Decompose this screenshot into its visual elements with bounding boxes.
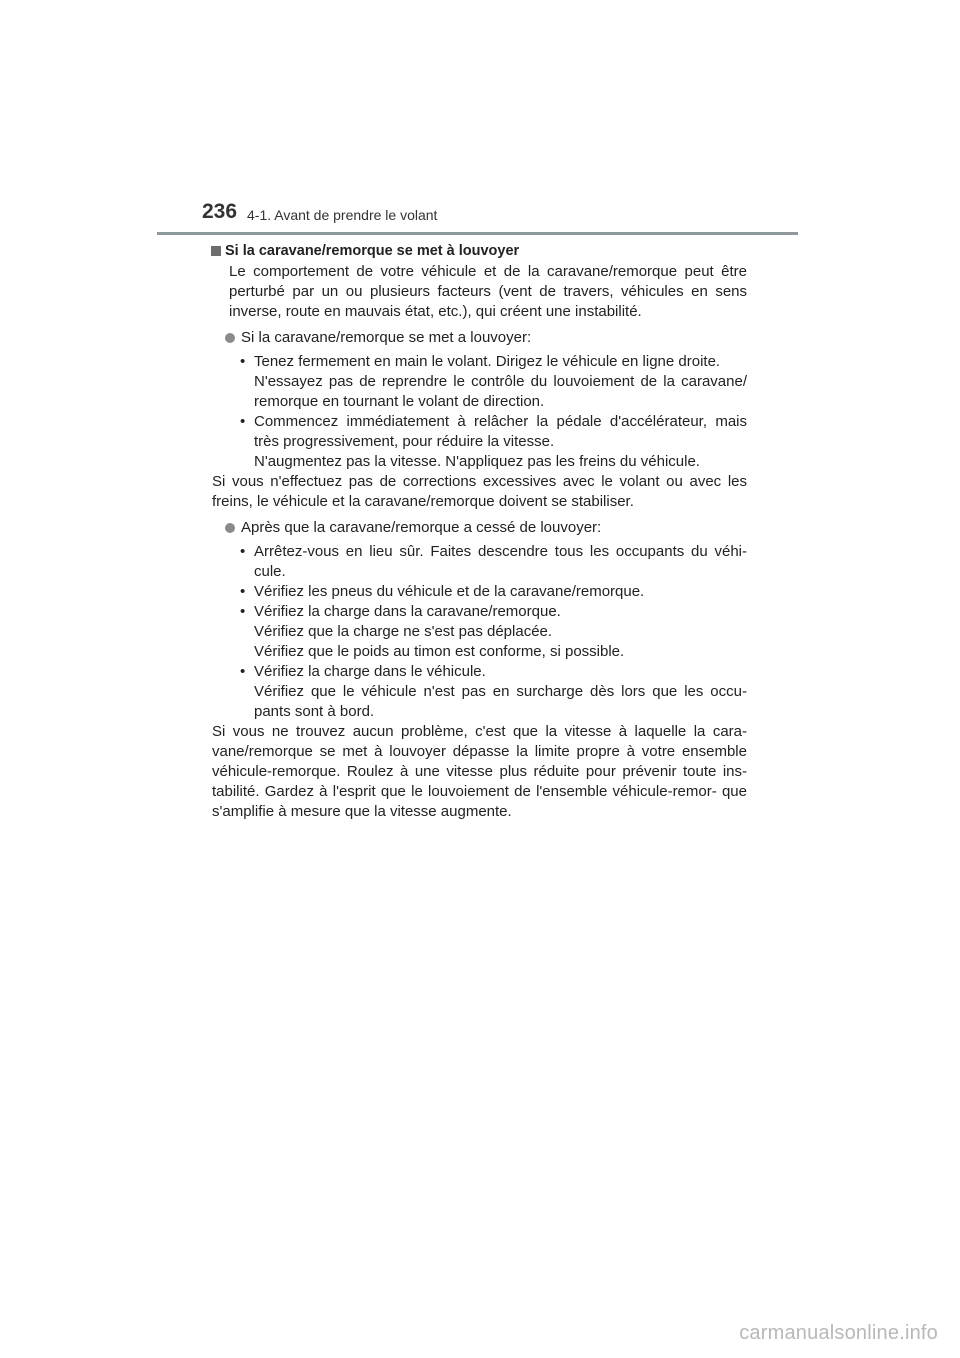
section-title: 4-1. Avant de prendre le volant xyxy=(247,207,438,223)
list-item-line: Tenez fermement en main le volant. Dirigez le véhicule en ligne droite. xyxy=(254,353,721,370)
dot1-bullet-list xyxy=(240,352,747,472)
list-item-line: Vérifiez que le véhicule n'est pas en surcharge dès lors que les occu- pants sont à bord. xyxy=(254,683,747,720)
header-divider xyxy=(157,232,798,235)
list-item-line: Vérifiez les pneus du véhicule et de la caravane/remorque. xyxy=(254,583,645,600)
list-item-text xyxy=(254,352,747,412)
list-item-line: Vérifiez la charge dans le véhicule. xyxy=(254,663,486,680)
bullet-mark: • xyxy=(240,543,246,560)
list-item-line: Arrêtez-vous en lieu sûr. Faites descendre tous les occupants du véhi- cule. xyxy=(254,543,747,580)
main-content xyxy=(212,240,747,828)
list-item-text xyxy=(254,412,747,472)
bullet-mark: • xyxy=(240,603,246,620)
list-item xyxy=(240,582,747,602)
list-item-line: N'augmentez pas la vitesse. N'appliquez pas les freins du véhicule. xyxy=(254,453,700,470)
dot-item-1-label: Si la caravane/remorque se met a louvoyer: xyxy=(241,329,532,346)
bullet-mark: • xyxy=(240,583,246,600)
list-item-text xyxy=(254,662,747,722)
list-item-text xyxy=(254,542,747,582)
round-bullet-icon xyxy=(225,523,235,533)
list-item xyxy=(240,602,747,662)
bullet-mark: • xyxy=(240,353,246,370)
dot2-closing-paragraph: Si vous ne trouvez aucun problème, c'est que la vitesse à laquelle la cara- vane/remorque se met à louvoyer dépasse la limite propre à votre ensemble véhicule-remorque. Roulez à une vitesse plus réduite pour prévenir toute ins- tabilité. Gardez à l'esprit que le louvoiement de l'ensemble véhicule-remor- que s'amplifie à mesure que la vitesse augmente. xyxy=(212,723,747,820)
list-item-text xyxy=(254,582,747,602)
section-heading-text: Si la caravane/remorque se met à louvoyer xyxy=(225,243,520,259)
watermark: carmanualsonline.info xyxy=(739,1322,938,1344)
list-item-line: Vérifiez que le poids au timon est conforme, si possible. xyxy=(254,643,625,660)
list-item-line: Vérifiez que la charge ne s'est pas déplacée. xyxy=(254,623,553,640)
list-item xyxy=(240,662,747,722)
square-bullet-icon xyxy=(211,246,221,256)
section-heading xyxy=(211,240,747,262)
dot-item-2-label: Après que la caravane/remorque a cessé de louvoyer: xyxy=(241,519,602,536)
page-header xyxy=(202,200,798,236)
dot2-bullet-list xyxy=(240,542,747,722)
dot-item-1 xyxy=(225,328,747,348)
intro-paragraph: Le comportement de votre véhicule et de la caravane/remorque peut être perturbé par un ou plusieurs facteurs (vent de travers, véhicules en sens inverse, route en mauvais état, etc.), qui créent une instabilité. xyxy=(229,263,747,320)
list-item-text xyxy=(254,602,747,662)
round-bullet-icon xyxy=(225,333,235,343)
list-item xyxy=(240,352,747,412)
list-item xyxy=(240,542,747,582)
page-number: 236 xyxy=(202,200,238,223)
list-item-line: N'essayez pas de reprendre le contrôle du louvoiement de la caravane/ remorque en tournant le volant de direction. xyxy=(254,373,747,410)
list-item-line: Commencez immédiatement à relâcher la pédale d'accélérateur, mais très progressivement, pour réduire la vitesse. xyxy=(254,413,747,450)
list-item xyxy=(240,412,747,472)
list-item-line: Vérifiez la charge dans la caravane/remorque. xyxy=(254,603,561,620)
bullet-mark: • xyxy=(240,413,246,430)
bullet-mark: • xyxy=(240,663,246,680)
dot-item-2 xyxy=(225,518,747,538)
dot1-closing-paragraph: Si vous n'effectuez pas de corrections excessives avec le volant ou avec les freins, le véhicule et la caravane/remorque doivent se stabiliser. xyxy=(212,473,747,510)
